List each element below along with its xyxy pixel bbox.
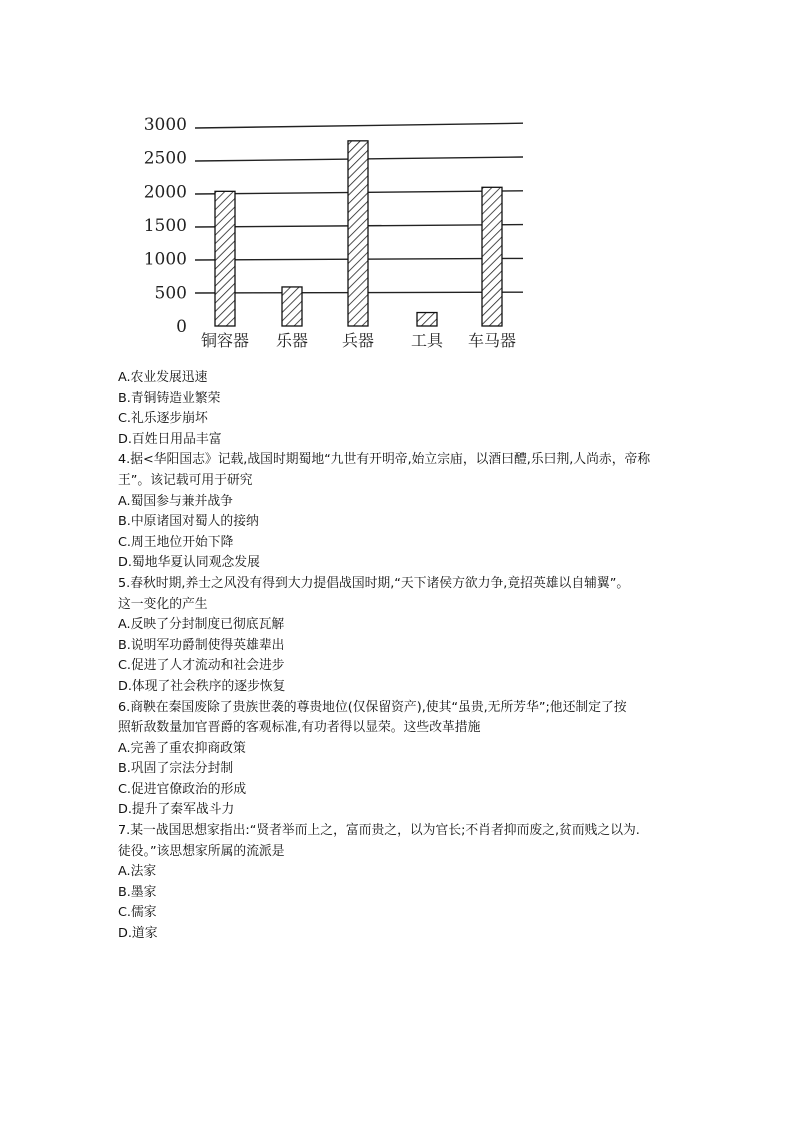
question-stem: 6.商鞅在秦国废除了贵族世袭的尊贵地位(仅保留资产),使其“虽贵,无所芳华”;他还制定了按 (118, 699, 627, 715)
question-stem: 7.某一战国思想家指出:“贤者举而上之，富而贵之，以为官长;不肖者抑而废之,贫而贱之以为. (118, 823, 640, 839)
y-tick-label: 500 (154, 283, 187, 304)
option-c: C.促进官僚政治的形成 (118, 781, 247, 797)
option-d: D.百姓日用品丰富 (118, 431, 222, 447)
option-a: A.反映了分封制度已彻底瓦解 (118, 617, 285, 633)
bar (215, 191, 235, 326)
question-6 (118, 698, 718, 822)
option-a: A.蜀国参与兼并战争 (118, 493, 233, 509)
option-a: A.农业发展迅速 (118, 370, 208, 385)
option-a: A.法家 (118, 864, 157, 880)
q3-options (118, 368, 718, 450)
question-stem-cont: 这一变化的产生 (118, 596, 208, 612)
option-d: D.道家 (118, 926, 158, 942)
question-4 (118, 450, 718, 574)
gridline (195, 123, 523, 128)
question-stem-cont: 王”。该记载可用于研究 (118, 472, 253, 488)
option-b: B.巩固了宗法分封制 (118, 761, 234, 777)
x-category-label: 铜容器 (200, 331, 250, 350)
bars (215, 141, 502, 326)
bar (282, 287, 302, 326)
option-b: B.墨家 (118, 884, 157, 900)
bar-chart (0, 0, 794, 370)
bar (482, 187, 502, 326)
option-a: A.完善了重农抑商政策 (118, 740, 246, 756)
y-tick-label: 2000 (143, 182, 187, 203)
y-tick-label: 0 (176, 317, 187, 337)
option-c: C.促进了人才流动和社会进步 (118, 658, 285, 674)
bar (348, 141, 368, 326)
y-tick-label: 3000 (143, 115, 187, 135)
y-tick-label: 2500 (143, 148, 187, 169)
option-b: B.青铜铸造业繁荣 (118, 390, 221, 406)
x-category-label: 车马器 (467, 331, 517, 350)
question-7 (118, 821, 718, 945)
question-5 (118, 574, 718, 698)
question-stem-cont: 徒役。”该思想家所属的流派是 (118, 843, 285, 859)
x-category-label: 兵器 (341, 331, 375, 350)
y-tick-label: 1500 (143, 216, 187, 236)
option-d: D.体现了社会秩序的逐步恢复 (118, 678, 286, 694)
option-d: D.提升了秦军战斗力 (118, 802, 235, 818)
category-labels (201, 331, 516, 350)
y-tick-label: 1000 (143, 249, 187, 270)
option-b: B.说明军功爵制使得英雄辈出 (118, 637, 285, 653)
y-axis (144, 115, 187, 337)
option-c: C.周王地位开始下降 (118, 534, 234, 550)
bar (417, 313, 437, 326)
option-d: D.蜀地华夏认同观念发展 (118, 555, 260, 571)
x-category-label: 乐器 (275, 331, 309, 350)
option-b: B.中原诸国对蜀人的接纳 (118, 514, 259, 530)
question-stem: 4.据<华阳国志》记载,战国时期蜀地“九世有开明帝,始立宗庙，以酒曰醴,乐曰荆,人尚赤，帝称 (118, 452, 651, 468)
option-c: C.礼乐逐步崩坏 (118, 411, 208, 427)
question-text (118, 368, 718, 945)
x-category-label: 工具 (410, 331, 444, 350)
question-stem: 5.春秋时期,养士之风没有得到大力提倡战国时期,“天下诸侯方欲力争,竟招英雄以自辅翼”。 (118, 575, 630, 591)
question-stem-cont: 照斩敌数量加官晋爵的客观标准,有功者得以显荣。这些改革措施 (118, 720, 481, 736)
option-c: C.儒家 (118, 905, 157, 921)
